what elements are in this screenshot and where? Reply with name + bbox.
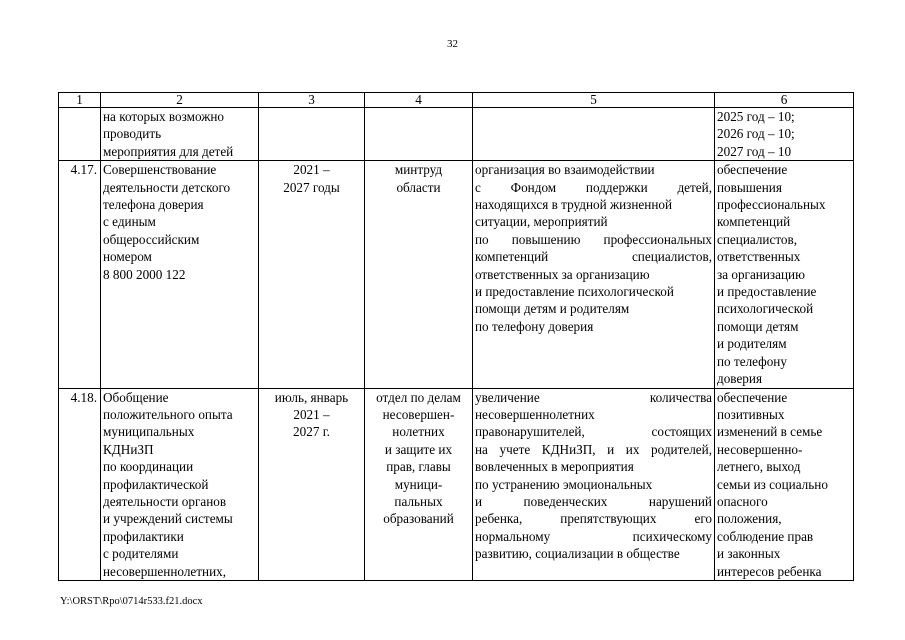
cell-text-line: обеспечение — [717, 162, 788, 178]
cell-text-line: 2021 – — [293, 162, 330, 178]
cell-text-line: по телефону доверия — [475, 318, 594, 334]
document-table — [58, 92, 854, 581]
cell-text-line: деятельности органов — [103, 493, 227, 509]
expected-result-cell — [473, 161, 715, 388]
table-row — [59, 388, 854, 580]
cell-text-line: изменений в семье — [717, 424, 823, 440]
cell-text-line: с Фондом поддержки детей, — [475, 179, 712, 195]
cell-text-line: отдел по делам — [376, 389, 461, 405]
deadline-cell — [259, 108, 365, 161]
cell-text-line: на которых возможно — [103, 109, 225, 124]
row-number-cell: 4.17. — [59, 161, 101, 388]
expected-result-cell — [473, 388, 715, 580]
cell-text-line: профессиональных — [717, 197, 826, 213]
cell-text-line: минтруд — [394, 162, 443, 178]
cell-text-line: за организацию — [717, 266, 805, 282]
cell-text-line: муниципальных — [103, 424, 195, 440]
cell-text-line: семьи из социально — [717, 476, 828, 492]
cell-text-line: 2027 годы — [283, 179, 340, 195]
cell-text-line: области — [396, 179, 441, 195]
cell-text-line: нолетних — [392, 424, 445, 440]
cell-text-line: помощи детям — [717, 318, 799, 334]
cell-text-line: психологической — [717, 301, 814, 317]
cell-text-line: соблюдение прав — [717, 528, 814, 544]
cell-text-line: доверия — [717, 371, 763, 387]
page-number: 32 — [447, 38, 458, 50]
expected-result-cell — [473, 108, 715, 161]
measure-cell — [101, 161, 259, 388]
cell-text-line: ответственных — [717, 249, 801, 265]
cell-text-line: с единым — [103, 214, 156, 230]
cell-text-line: и защите их — [384, 441, 453, 457]
cell-text-line: мероприятия для детей — [103, 143, 234, 159]
cell-text-line: находящихся в трудной жизненной — [475, 197, 673, 213]
cell-text-line: на учете КДНиЗП, и их родителей, — [475, 441, 712, 457]
cell-text-line: несовершеннолетних — [475, 406, 595, 422]
cell-text-line: по телефону — [717, 353, 787, 369]
cell-text-line: вовлеченных в мероприятия — [475, 459, 634, 475]
measure-cell — [101, 388, 259, 580]
deadline-cell — [259, 161, 365, 388]
cell-text-line: летнего, выход — [717, 459, 801, 475]
cell-text-line: и родителям — [717, 336, 787, 352]
deadline-cell — [259, 388, 365, 580]
column-header: 5 — [473, 93, 715, 108]
indicator-cell — [715, 108, 854, 161]
cell-text-line: увеличение количества — [475, 389, 712, 405]
cell-text-line: ребенка, препятствующих его — [475, 511, 712, 527]
cell-text-line: интересов ребенка — [717, 563, 822, 579]
cell-text-line: прав, главы — [386, 459, 451, 475]
responsible-cell — [365, 161, 473, 388]
cell-text-line: положения, — [717, 511, 782, 527]
cell-text-line: несовершен- — [382, 406, 455, 422]
cell-text-line: пальных — [394, 493, 443, 509]
cell-text-line: профилактики — [103, 528, 184, 544]
cell-text-line: организация во взаимодействии — [475, 162, 655, 178]
cell-text-line: компетенций — [717, 214, 791, 230]
indicator-cell — [715, 161, 854, 388]
row-number-cell: 4.18. — [59, 388, 101, 580]
cell-text-line: 2026 год – 10; — [717, 126, 795, 142]
indicator-cell — [715, 388, 854, 580]
cell-text-line: несовершенно- — [717, 441, 803, 457]
column-header: 3 — [259, 93, 365, 108]
cell-text-line: деятельности детского — [103, 179, 231, 195]
file-path-footer: Y:\ORST\Rpo\0714r533.f21.docx — [60, 596, 203, 607]
cell-text-line: по координации — [103, 459, 194, 475]
cell-text-line: и предоставление — [717, 284, 817, 300]
cell-text-line: муници- — [394, 476, 443, 492]
cell-text-line: 8 800 2000 122 — [103, 266, 186, 282]
cell-text-line: по повышению профессиональных — [475, 231, 712, 247]
cell-text-line: 2027 г. — [293, 424, 330, 440]
column-header: 1 — [59, 93, 101, 108]
cell-text-line: по устранению эмоциональных — [475, 476, 653, 492]
table-row — [59, 108, 854, 161]
cell-text-line: телефона доверия — [103, 197, 204, 213]
cell-text-line: профилактической — [103, 476, 209, 492]
cell-text-line: ситуации, мероприятий — [475, 214, 608, 230]
cell-text-line: 2021 – — [293, 406, 330, 422]
cell-text-line: и законных — [717, 546, 781, 562]
responsible-cell — [365, 388, 473, 580]
cell-text-line: нормальному психическому — [475, 528, 712, 544]
cell-text-line: несовершеннолетних, — [103, 563, 227, 579]
cell-text-line: и учреждений системы — [103, 511, 233, 527]
cell-text-line: КДНиЗП — [103, 441, 154, 457]
row-number-cell — [59, 108, 101, 161]
cell-text-line: специалистов, — [717, 231, 798, 247]
cell-text-line: повышения — [717, 179, 782, 195]
cell-text-line: с родителями — [103, 546, 179, 562]
cell-text-line: правонарушителей, состоящих — [475, 424, 712, 440]
cell-text-line: Совершенствование — [103, 162, 217, 178]
column-header: 2 — [101, 93, 259, 108]
cell-text-line: июль, январь — [274, 389, 349, 405]
column-header: 6 — [715, 93, 854, 108]
cell-text-line: помощи детям и родителям — [475, 301, 630, 317]
cell-text-line: обеспечение — [717, 389, 788, 405]
cell-text-line: и поведенческих нарушений — [475, 493, 712, 509]
cell-text-line: общероссийским — [103, 231, 200, 247]
cell-text-line: позитивных — [717, 406, 785, 422]
cell-text-line: положительного опыта — [103, 406, 233, 422]
cell-text-line: проводить — [103, 126, 162, 142]
column-header: 4 — [365, 93, 473, 108]
cell-text-line: образований — [383, 511, 454, 527]
cell-text-line: 2027 год – 10 — [717, 143, 792, 159]
cell-text-line: Обобщение — [103, 389, 169, 405]
cell-text-line: ответственных за организацию — [475, 266, 650, 282]
table-header-row — [59, 93, 854, 108]
cell-text-line: развитию, социализации в обществе — [475, 546, 680, 562]
cell-text-line: компетенций специалистов, — [475, 249, 712, 265]
cell-text-line: опасного — [717, 493, 768, 509]
responsible-cell — [365, 108, 473, 161]
table-row — [59, 161, 854, 388]
measure-cell — [101, 108, 259, 161]
cell-text-line: и предоставление психологической — [475, 284, 674, 300]
cell-text-line: 2025 год – 10; — [717, 109, 795, 124]
cell-text-line: номером — [103, 249, 152, 265]
